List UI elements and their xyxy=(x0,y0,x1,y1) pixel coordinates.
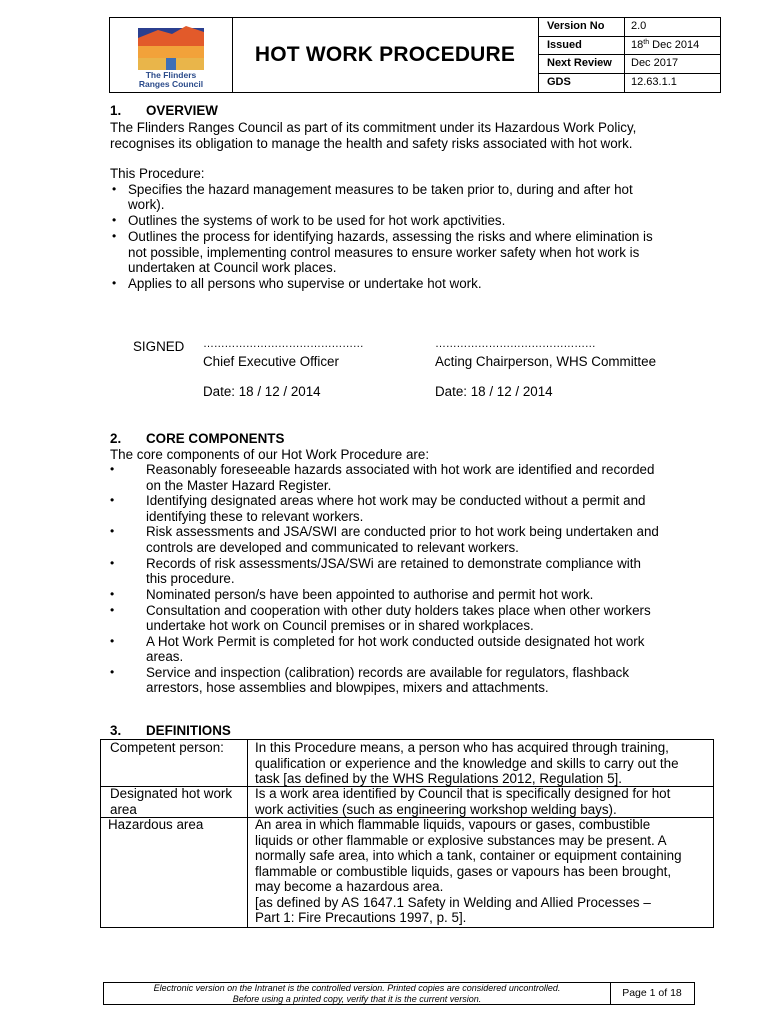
definition-term: area xyxy=(110,801,137,817)
definition-text: work activities (such as engineering workshop welding bays). xyxy=(255,801,617,817)
definition-text: task [as defined by the WHS Regulations 2012, Regulation 5]. xyxy=(255,771,622,786)
procedure-intro: This Procedure: xyxy=(110,166,205,181)
overview-bullet-text: Applies to all persons who supervise or undertake hot work. xyxy=(128,276,482,291)
title-cell xyxy=(232,18,539,92)
definition-text: liquids or other flammable or explosive substances may be present. A xyxy=(255,832,667,848)
bullet-marker: • xyxy=(110,462,115,476)
definition-term: Designated hot work xyxy=(110,786,233,801)
definition-text: flammable or combustible liquids, gases or vapours has been brought, xyxy=(255,863,672,879)
meta-value: 18th Dec 2014 xyxy=(631,38,700,51)
document-title: HOT WORK PROCEDURE xyxy=(254,43,516,66)
core-bullet-text: Service and inspection (calibration) records are available for regulators, flashback xyxy=(146,664,630,680)
document-footer xyxy=(103,982,695,1005)
bullet-marker: • xyxy=(112,181,117,196)
core-bullet-text: Records of risk assessments/JSA/SWi are retained to demonstrate compliance with xyxy=(146,555,641,571)
core-bullet-text: identifying these to relevant workers. xyxy=(146,508,364,524)
signed-label: SIGNED xyxy=(133,339,185,354)
meta-row-gds xyxy=(539,74,721,93)
overview-bullet-text: not possible, implementing control measures to ensure worker safety when hot work is xyxy=(128,244,640,260)
definition-text: Is a work area identified by Council that is specifically designed for hot xyxy=(255,786,671,801)
core-bullet-text: Identifying designated areas where hot work may be conducted without a permit and xyxy=(146,493,646,509)
logo-cell xyxy=(110,18,233,92)
meta-row-version xyxy=(539,18,721,37)
bullet-marker: • xyxy=(110,555,115,570)
definitions-table xyxy=(100,739,714,928)
overview-paragraph-line: The Flinders Ranges Council as part of its commitment under its Hazardous Work Policy, xyxy=(110,120,637,135)
signature-line-right: ……………………………………… xyxy=(435,338,596,350)
bullet-marker: • xyxy=(110,602,115,617)
controlled-copy-note xyxy=(104,983,611,1004)
meta-label: Version No xyxy=(539,18,625,36)
overview-bullet-text: Outlines the systems of work to be used for hot work apctivities. xyxy=(128,213,506,228)
logo-text-line2: Ranges Council xyxy=(138,79,204,89)
definition-term: Competent person: xyxy=(110,740,224,755)
signature-date-left: Date: 18 / 12 / 2014 xyxy=(203,384,321,399)
definition-text: [as defined by AS 1647.1 Safety in Welding and Allied Processes – xyxy=(255,894,651,910)
meta-value: Dec 2017 xyxy=(631,57,679,69)
core-bullet-text: controls are developed and communicated to relevant workers. xyxy=(146,539,519,555)
overview-paragraph-line: recognises its obligation to manage the health and safety risks associated with hot work. xyxy=(110,135,633,151)
page-number: Page 1 of 18 xyxy=(622,987,682,999)
section-number: 1. xyxy=(110,103,122,118)
bullet-marker: • xyxy=(110,586,115,601)
signatory-role-left: Chief Executive Officer xyxy=(203,354,339,369)
section-heading-overview: OVERVIEW xyxy=(146,103,218,118)
core-bullet-text: undertake hot work on Council premises or in shared workplaces. xyxy=(146,618,534,633)
bullet-marker: • xyxy=(112,229,117,243)
overview-bullet-text: Outlines the process for identifying hazards, assessing the risks and where elimination is xyxy=(128,229,653,244)
definition-text: qualification or experience and the knowledge and skills to carry out the xyxy=(255,755,679,771)
overview-bullet-text: undertaken at Council work places. xyxy=(128,260,337,275)
meta-label: Issued xyxy=(539,37,625,55)
core-bullet-text: Consultation and cooperation with other duty holders takes place when other workers xyxy=(146,602,651,618)
core-bullet-text: Nominated person/s have been appointed to authorise and permit hot work. xyxy=(146,586,594,602)
section-number: 3. xyxy=(110,723,122,738)
core-bullet-text: Reasonably foreseeable hazards associated with hot work are identified and recorded xyxy=(146,462,655,477)
meta-label: Next Review xyxy=(539,55,625,73)
document-meta-table xyxy=(539,18,721,92)
core-bullet-text: Risk assessments and JSA/SWI are conducted prior to hot work being undertaken and xyxy=(146,524,659,540)
section-number: 2. xyxy=(110,431,122,446)
signature-line-left: ……………………………………… xyxy=(203,338,364,350)
bullet-marker: • xyxy=(110,524,115,539)
section-heading-definitions: DEFINITIONS xyxy=(146,723,231,738)
core-bullet-text: arrestors, hose assemblies and blowpipes, mixers and attachments. xyxy=(146,680,549,696)
core-bullet-text: areas. xyxy=(146,649,184,665)
definition-text: In this Procedure means, a person who has acquired through training, xyxy=(255,740,669,755)
signatory-role-right: Acting Chairperson, WHS Committee xyxy=(435,354,657,369)
core-bullet-text: A Hot Work Permit is completed for hot work conducted outside designated hot work xyxy=(146,633,645,649)
core-bullet-text: this procedure. xyxy=(146,571,235,587)
meta-value: 12.63.1.1 xyxy=(631,75,677,88)
table-column-divider xyxy=(247,740,248,927)
bullet-marker: • xyxy=(110,633,115,648)
definition-text: An area in which flammable liquids, vapours or gases, combustible xyxy=(255,817,651,832)
core-bullet-text: on the Master Hazard Register. xyxy=(146,477,332,493)
meta-value: 2.0 xyxy=(631,20,647,32)
definition-term: Hazardous area xyxy=(108,817,204,832)
definition-text: normally safe area, into which a tank, container or equipment containing xyxy=(255,848,682,863)
note-line: Electronic version on the Intranet is the controlled version. Printed copies are considered uncontrolled. xyxy=(153,983,561,993)
overview-bullet-text: work). xyxy=(128,197,165,212)
core-intro: The core components of our Hot Work Procedure are: xyxy=(110,446,430,462)
bullet-marker: • xyxy=(110,493,115,508)
document-header xyxy=(109,17,721,93)
note-line: Before using a printed copy, verify that it is the current version. xyxy=(232,993,482,1004)
definition-text: may become a hazardous area. xyxy=(255,879,444,894)
bullet-marker: • xyxy=(112,213,117,227)
section-heading-core-components: CORE COMPONENTS xyxy=(146,431,285,446)
definition-text: Part 1: Fire Precautions 1997, p. 5]. xyxy=(255,910,467,925)
meta-label: GDS xyxy=(539,74,625,93)
bullet-marker: • xyxy=(112,276,117,290)
overview-bullet-text: Specifies the hazard management measures to be taken prior to, during and after hot xyxy=(128,181,633,197)
meta-row-next-review xyxy=(539,55,721,74)
logo-text-line1: The Flinders xyxy=(145,70,197,80)
meta-row-issued xyxy=(539,37,721,56)
bullet-marker: • xyxy=(110,664,115,679)
signature-date-right: Date: 18 / 12 / 2014 xyxy=(435,384,553,399)
